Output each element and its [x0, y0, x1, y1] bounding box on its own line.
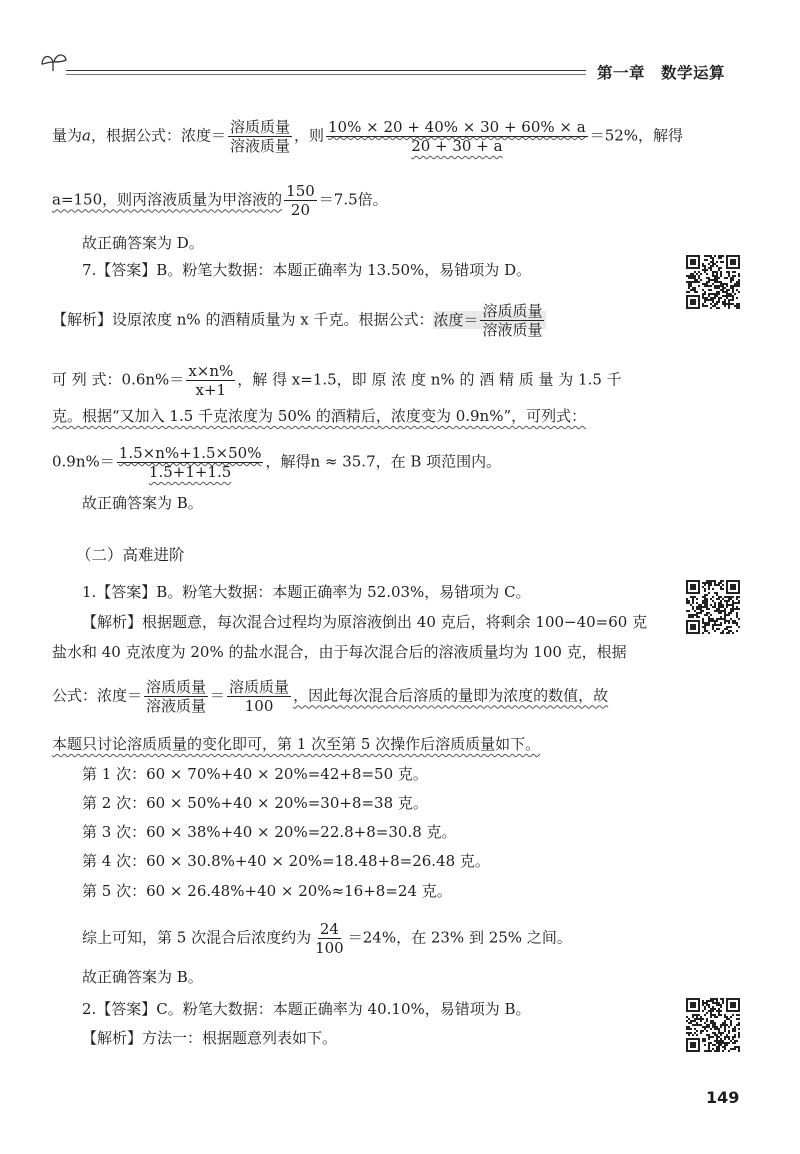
sprout-leaf-icon	[38, 50, 70, 72]
fraction-24-over-100: $\frac{24}{100}$	[315, 920, 344, 957]
section-heading: （二）高难进阶	[76, 546, 185, 564]
formula-concentration-100: 公式：浓度＝ $\frac{\text{溶质质量}}{\text{溶液质量}}$ ＝ $\frac{\text{溶质质量}}{100}$ ，因此每次混合后溶质的量即为浓度的数值，故	[52, 678, 609, 715]
step-5: 第 5 次：60 × 26.48%+40 × 20%≈16+8=24 克。	[82, 882, 452, 900]
analysis-2: 【解析】方法一：根据题意列表如下。	[82, 1029, 338, 1047]
analysis-7: 【解析】设原浓度 n% 的酒精质量为 x 千克。根据公式：浓度＝ $\frac{\text{溶质质量}}{\text{溶液质量}}$	[52, 302, 546, 339]
answer-line-b: 故正确答案为 B。	[82, 494, 203, 512]
fraction-x-n-over-x-plus-1: $\frac{x\times n\%}{x+1}$	[188, 362, 234, 399]
step-4: 第 4 次：60 × 30.8%+40 × 20%=18.48+8=26.48 克。	[82, 852, 490, 870]
analysis-1-line1: 【解析】根据题意，每次混合过程均为原溶液倒出 40 克后，将剩余 100−40=60 克	[82, 613, 648, 631]
answer-1: 1.【答案】B。粉笔大数据：本题正确率为 52.03%，易错项为 C。	[82, 583, 531, 601]
step-2: 第 2 次：60 × 50%+40 × 20%=30+8=38 克。	[82, 794, 428, 812]
qr-code-icon[interactable]	[686, 580, 740, 634]
answer-2: 2.【答案】C。粉笔大数据：本题正确率为 40.10%，易错项为 B。	[82, 1000, 531, 1018]
fraction-mix-equation-2: $\frac{1.5\times n\%+1.5\times 50\%}{1.5+1+1.5}$	[118, 444, 262, 481]
page-number: 149	[706, 1088, 740, 1107]
fraction-mix-equation: $\frac{10\% \times 20 + 40\% \times 30 + 60\% \times a}{20 + 30 + a}$	[328, 118, 586, 155]
header-rule	[66, 70, 586, 71]
answer-line-b2: 故正确答案为 B。	[82, 968, 203, 986]
analysis-1-line3: 本题只讨论溶质质量的变化即可，第 1 次至第 5 次操作后溶质质量如下。	[52, 735, 541, 753]
qr-code-icon[interactable]	[686, 998, 740, 1052]
fraction-solute-over-solution: $\frac{\text{溶质质量}}{\text{溶液质量}}$	[229, 118, 290, 155]
step-3: 第 3 次：60 × 38%+40 × 20%=22.8+8=30.8 克。	[82, 823, 457, 841]
formula-ratio-line: a=150，则丙溶液质量为甲溶液的 $\frac{150}{20}$ ＝7.5倍。	[52, 182, 388, 219]
qr-code-icon[interactable]	[686, 255, 740, 309]
conclusion-line: 综上可知，第 5 次混合后浓度约为 $\frac{24}{100}$ ＝24%，在 23% 到 25% 之间。	[82, 920, 572, 957]
condition-line: 克。根据“又加入 1.5 千克浓度为 50% 的酒精后，浓度变为 0.9n%”，可列式：	[52, 407, 587, 425]
formula-concentration-line: 量为a，根据公式：浓度＝ $\frac{\text{溶质质量}}{\text{溶液质量}}$ ，则 $\frac{10\% \times 20 + 40\% \times 30 + 60\% \times a}{20 + 30 + a}$ ＝52%，解得	[52, 118, 684, 155]
fraction-150-over-20: $\frac{150}{20}$	[286, 182, 315, 219]
step-1: 第 1 次：60 × 70%+40 × 20%=42+8=50 克。	[82, 765, 428, 783]
chapter-title: 第一章 数学运算	[597, 64, 726, 82]
answer-line: 故正确答案为 D。	[82, 234, 204, 252]
answer-7: 7.【答案】B。粉笔大数据：本题正确率为 13.50%，易错项为 D。	[82, 261, 532, 279]
formula-equation-line: 可 列 式：0.6n%＝ $\frac{x\times n\%}{x+1}$ ，解 得 x=1.5，即 原 浓 度 n% 的 酒 精 质 量 为 1.5 千	[52, 362, 622, 399]
formula-solve-line: 0.9n%＝ $\frac{1.5\times n\%+1.5\times 50\%}{1.5+1+1.5}$ ，解得n ≈ 35.7，在 B 项范围内。	[52, 444, 502, 481]
highlighted-formula: 浓度＝ $\frac{\text{溶质质量}}{\text{溶液质量}}$	[433, 311, 546, 329]
analysis-1-line2: 盐水和 40 克浓度为 20% 的盐水混合，由于每次混合后的溶液质量均为 100 克，根据	[52, 643, 627, 661]
header-rule-thin	[66, 74, 586, 75]
